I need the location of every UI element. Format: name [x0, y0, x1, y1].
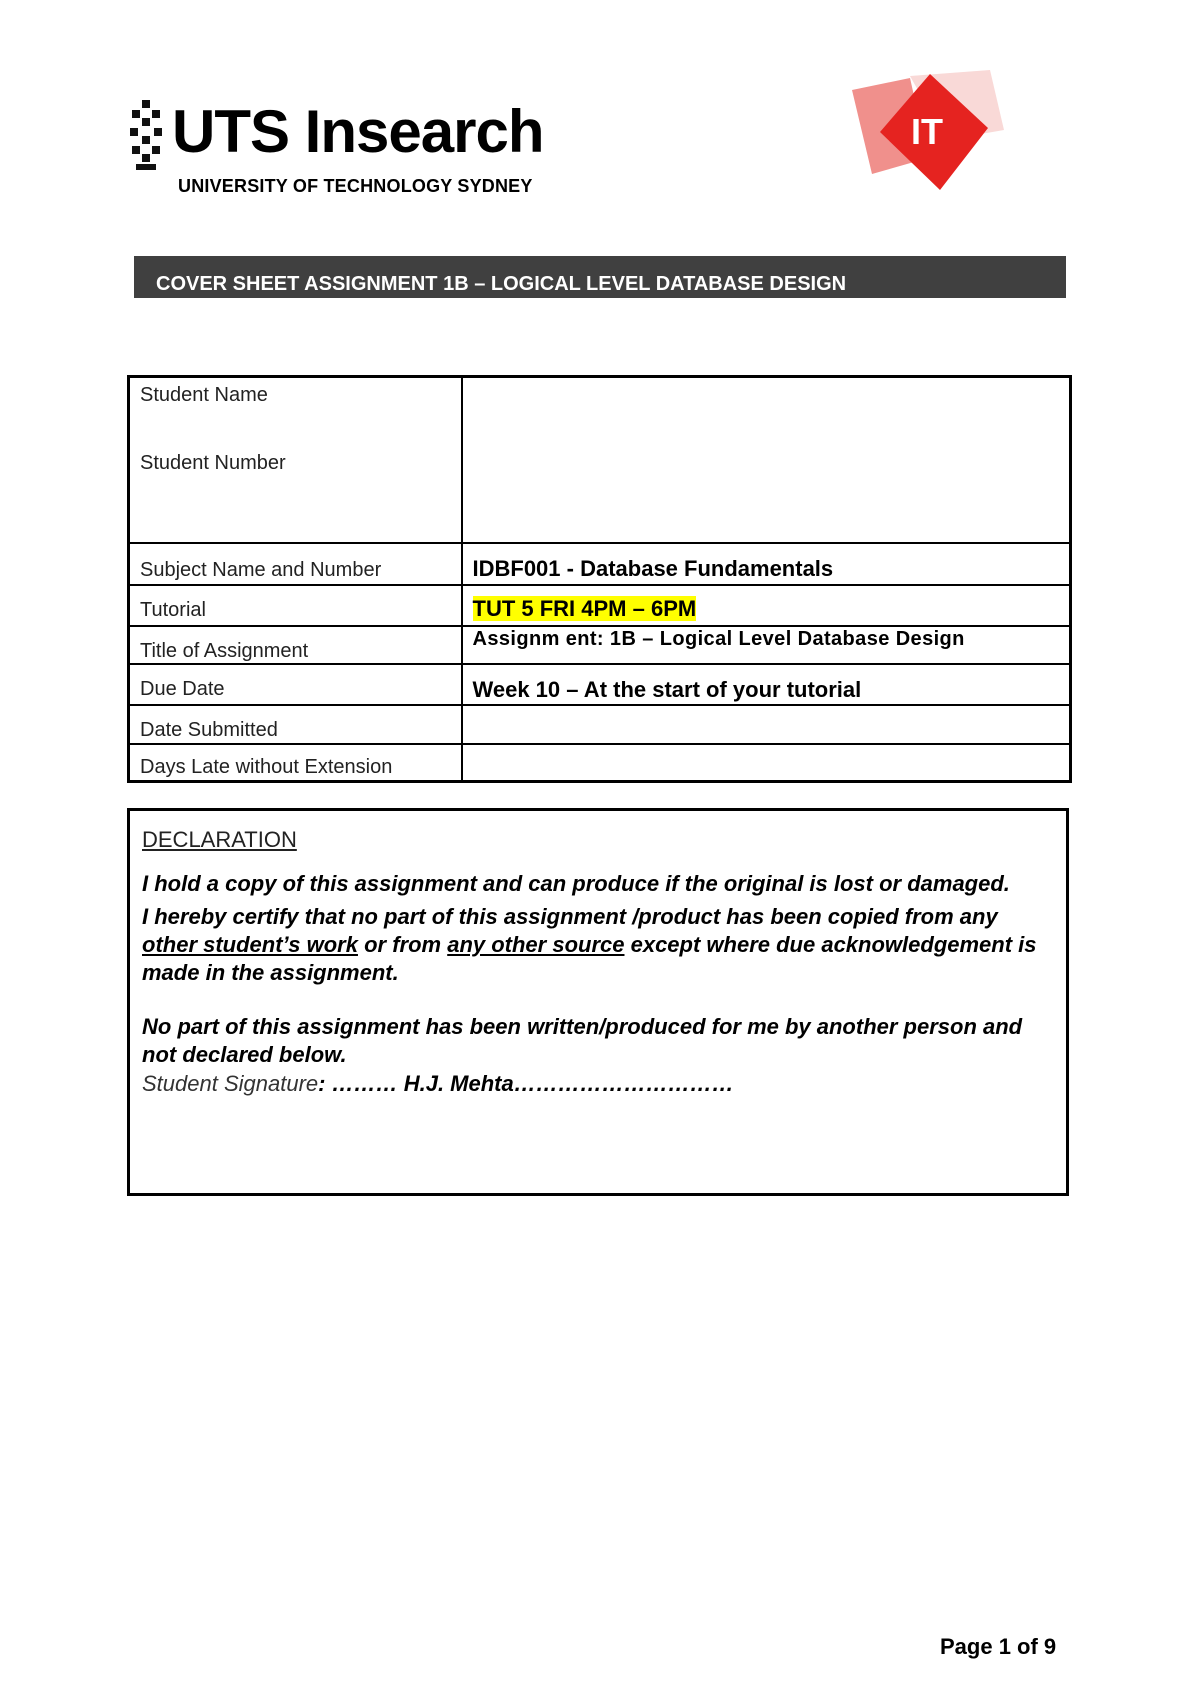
cover-sheet-banner: COVER SHEET ASSIGNMENT 1B – LOGICAL LEVEL DATABASE DESIGN	[134, 256, 1066, 298]
certify-text-start: I hereby certify that no part of this assignment /product has been copied from any	[142, 904, 998, 929]
it-logo	[848, 70, 1008, 200]
table-row	[129, 744, 1071, 782]
table-row	[129, 626, 1071, 664]
signature-name: H.J. Mehta	[403, 1071, 514, 1096]
signature-suffix: …………………………	[513, 1071, 734, 1096]
title-value: Assignm ent: 1B – Logical Level Database Design	[462, 626, 1071, 664]
tutorial-value: TUT 5 FRI 4PM – 6PM	[472, 595, 697, 621]
table-row	[129, 377, 1071, 543]
due-date-label: Due Date	[129, 664, 462, 705]
title-label: Title of Assignment	[129, 626, 462, 664]
signature-prefix: : ………	[318, 1071, 404, 1096]
declaration-copy-statement: I hold a copy of this assignment and can produce if the original is lost or damaged.	[142, 871, 1010, 896]
subject-label: Subject Name and Number	[129, 543, 462, 585]
date-submitted-field[interactable]	[462, 705, 1071, 744]
other-students-work-text: other student’s work	[142, 932, 358, 957]
subject-value: IDBF001 - Database Fundamentals	[462, 543, 1071, 585]
it-logo-text: IT	[911, 111, 943, 152]
logo-subtitle: UNIVERSITY OF TECHNOLOGY SYDNEY	[178, 176, 533, 196]
other-source-text: any other source	[447, 932, 625, 957]
certify-text-end: except where due acknowledgement is made in the assignment.	[142, 932, 1037, 985]
table-row	[129, 543, 1071, 585]
student-signature-line	[142, 1069, 1054, 1099]
certify-text-middle: or from	[357, 932, 448, 957]
table-row	[129, 705, 1071, 744]
date-submitted-label: Date Submitted	[129, 705, 462, 744]
student-labels-cell	[129, 377, 462, 543]
student-details-field[interactable]	[462, 377, 1071, 543]
due-date-value: Week 10 – At the start of your tutorial	[462, 664, 1071, 705]
days-late-field[interactable]	[462, 744, 1071, 782]
table-row	[129, 664, 1071, 705]
assignment-info-table	[127, 375, 1072, 783]
student-name-label: Student Name	[140, 384, 268, 406]
declaration-certify-statement	[142, 903, 1054, 987]
tutorial-cell	[462, 585, 1071, 626]
page-number: Page 1 of 9	[940, 1634, 1057, 1659]
declaration-title: DECLARATION	[142, 827, 297, 852]
declaration-box	[127, 808, 1069, 1196]
declaration-authorship-statement: No part of this assignment has been written/produced for me by another person and not declared below.	[142, 1014, 1023, 1067]
logo-brand-text: UTS Insearch	[172, 98, 544, 165]
signature-label: Student Signature	[142, 1071, 319, 1096]
uts-crest-icon	[128, 100, 164, 172]
days-late-label: Days Late without Extension	[129, 744, 462, 782]
tutorial-label: Tutorial	[129, 585, 462, 626]
table-row	[129, 585, 1071, 626]
student-number-label: Student Number	[140, 452, 286, 474]
uts-insearch-logo	[128, 98, 558, 208]
